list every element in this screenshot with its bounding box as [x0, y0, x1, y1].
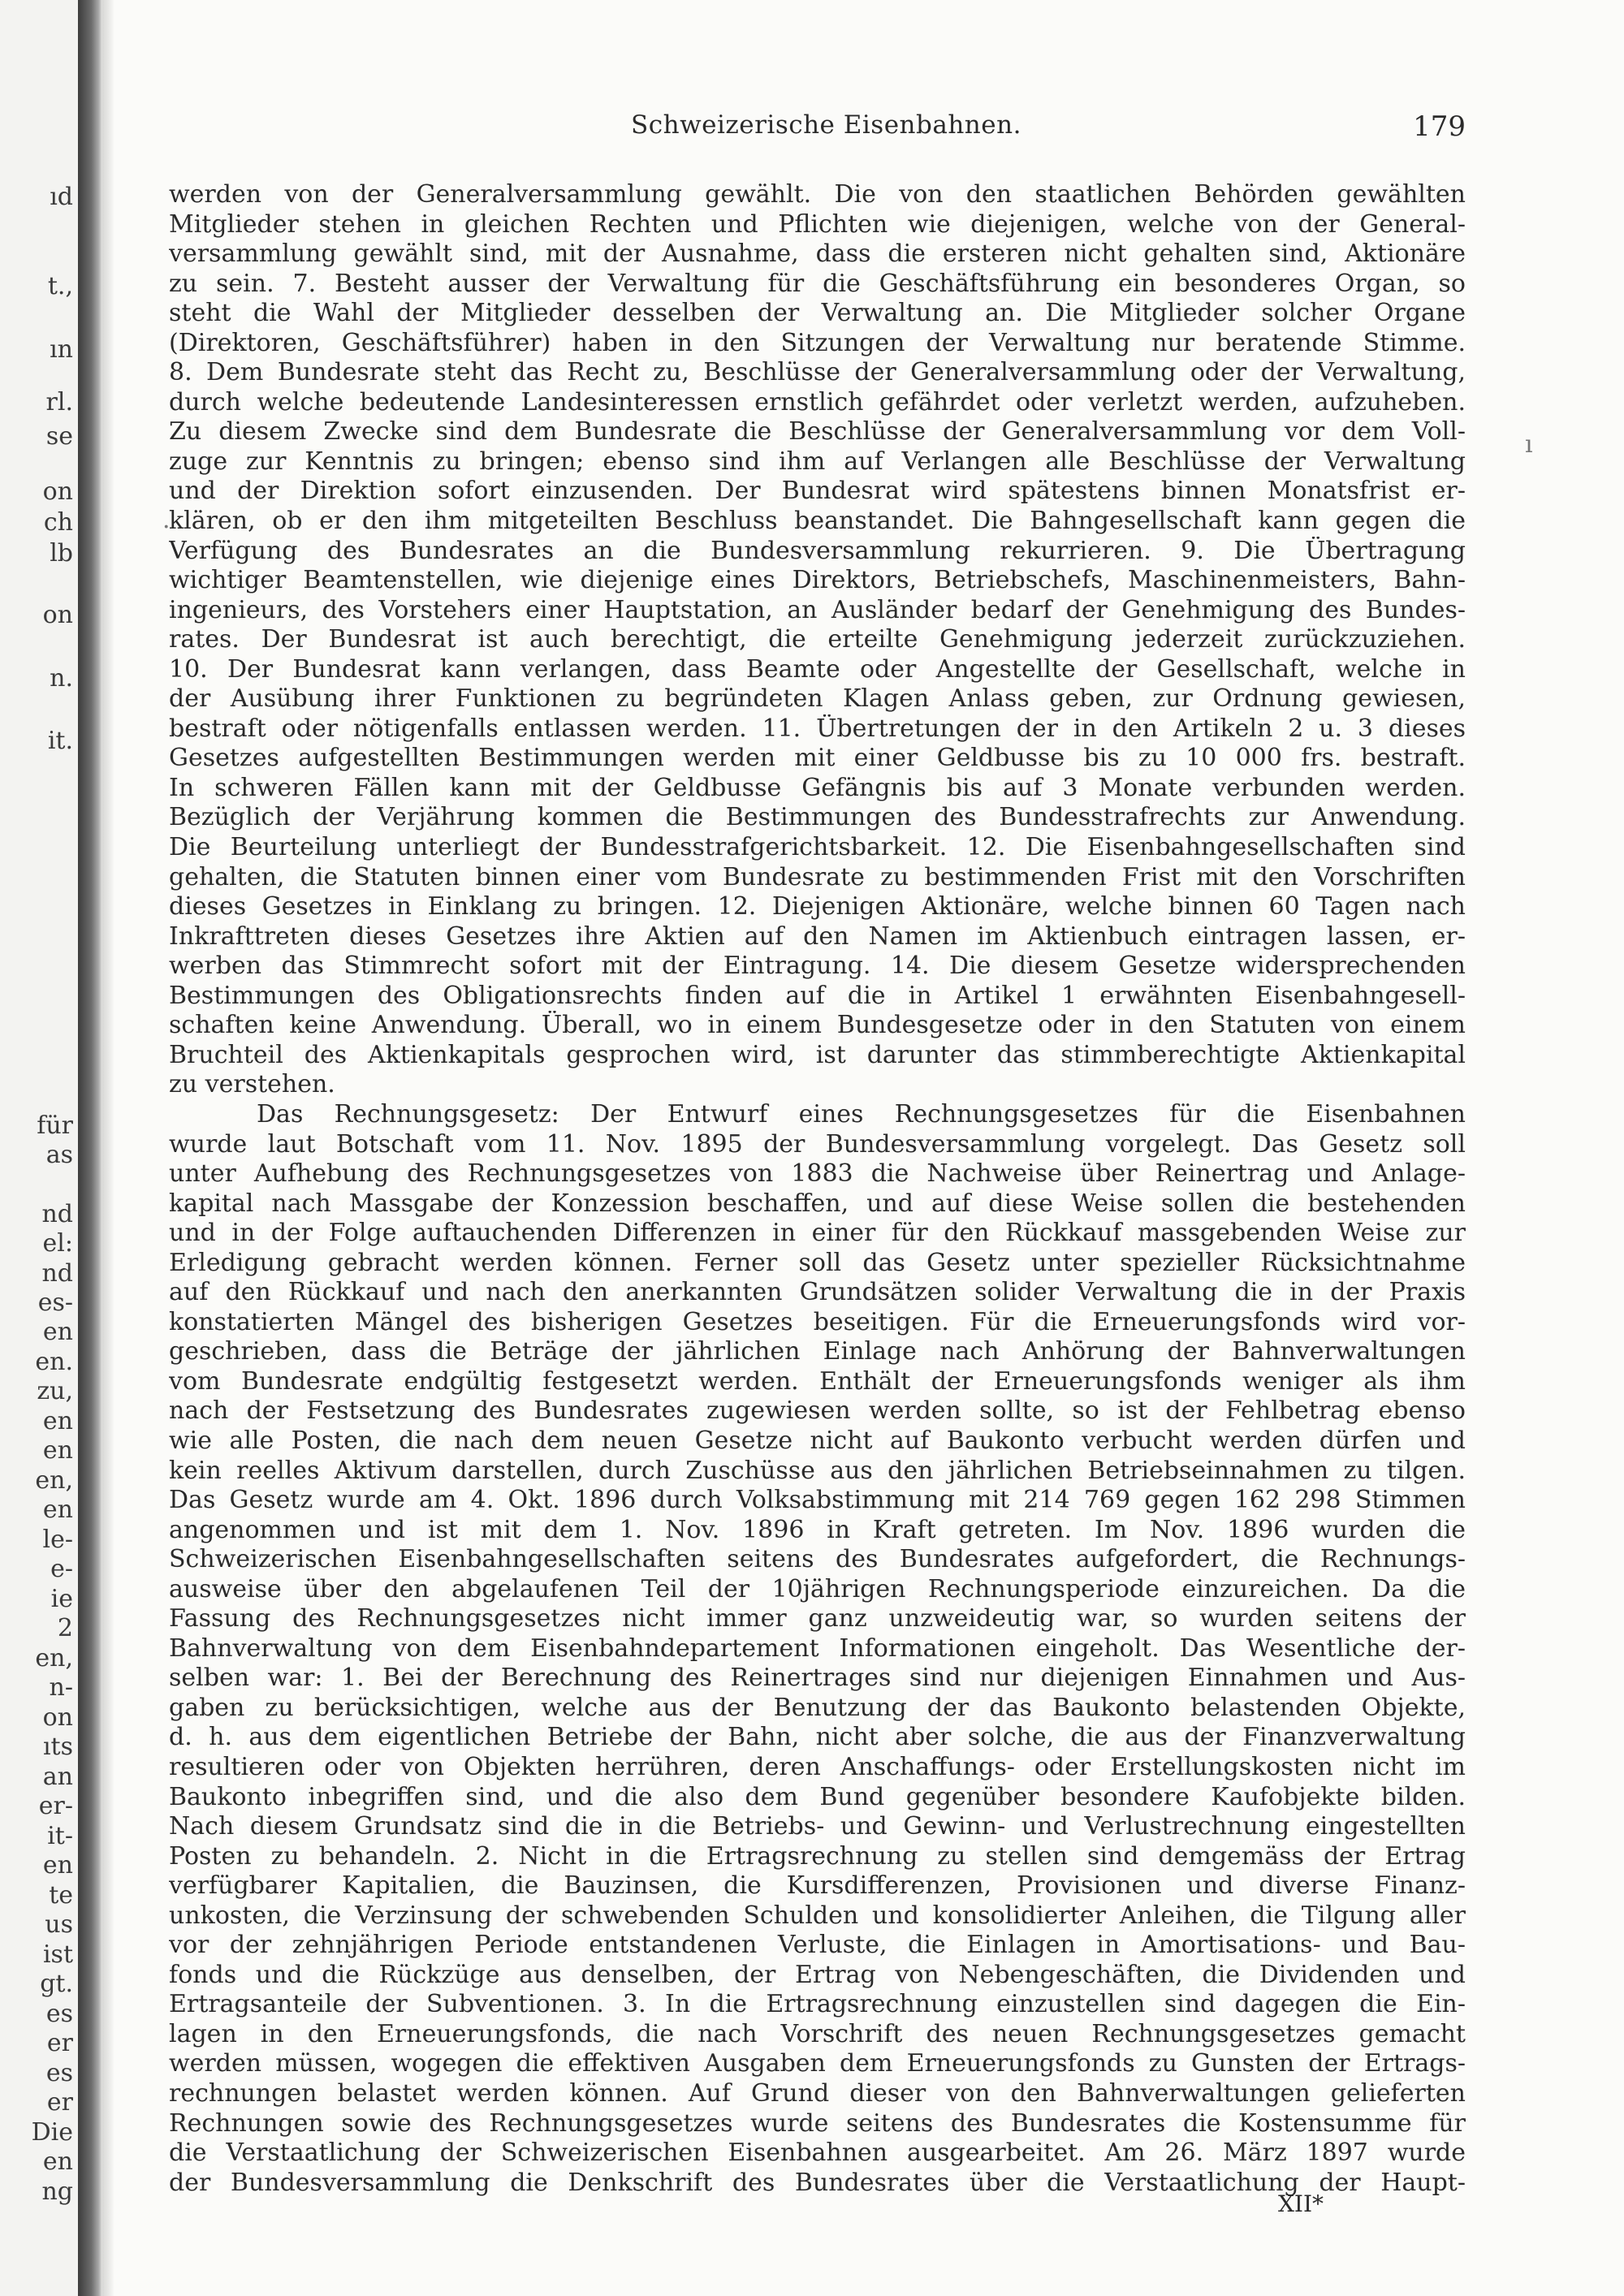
- left-fragment: ıts: [42, 1733, 73, 1761]
- text-line: und in der Folge auftauchenden Differenzen in einer für den Rückkauf massgebenden Weise zur: [169, 1219, 1466, 1248]
- text-line: 8. Dem Bundesrate steht das Recht zu, Beschlüsse der Generalversammlung oder der Verwaltung,: [169, 358, 1466, 387]
- text-line: d. h. aus dem eigentlichen Betriebe der Bahn, nicht aber solche, die aus der Finanzverwaltung: [169, 1723, 1466, 1752]
- left-fragment: ng: [41, 2177, 73, 2206]
- text-line: lagen in den Erneuerungsfonds, die nach Vorschrift des neuen Rechnungsgesetzes gemacht: [169, 2019, 1466, 2048]
- text-line: Bruchteil des Aktienkapitals gesprochen wird, ist darunter das stimmberechtigte Aktienkapital: [169, 1040, 1466, 1069]
- section-heading-line: Das Rechnungsgesetz: Der Entwurf eines Rechnungsgesetzes für die Eisenbahnen: [257, 1099, 1466, 1129]
- left-fragment: on: [42, 477, 73, 506]
- left-fragment: n-: [49, 1673, 73, 1702]
- left-fragment: ın: [50, 335, 73, 364]
- left-fragment: es: [45, 2059, 73, 2087]
- text-line: Fassung des Rechnungsgesetzes nicht immer ganz unzweideutig war, so wurden seitens der: [169, 1604, 1466, 1634]
- margin-dot: ·: [162, 513, 171, 542]
- text-line: werden müssen, wogegen die effektiven Ausgaben dem Erneuerungsfonds zu Gunsten der Ertrags-: [169, 2049, 1466, 2078]
- left-fragment: as: [45, 1141, 73, 1169]
- text-line: der Ausübung ihrer Funktionen zu begründeten Klagen Anlass geben, zur Ordnung gewiesen,: [169, 684, 1466, 714]
- text-line: zuge zur Kenntnis zu bringen; ebenso sind ihm auf Verlangen alle Beschlüsse der Verwaltung: [169, 447, 1466, 476]
- signature-mark: XII*: [1278, 2190, 1324, 2217]
- left-fragment: für: [37, 1111, 73, 1140]
- left-fragment: ie: [50, 1585, 73, 1613]
- left-fragment: en: [42, 1318, 73, 1346]
- text-line: Mitglieder stehen in gleichen Rechten und Pflichten wie diejenigen, welche von der General-: [169, 209, 1466, 239]
- text-line: Bahnverwaltung von dem Eisenbahndepartement Informationen eingeholt. Das Wesentliche der-: [169, 1634, 1466, 1663]
- left-fragment: 2: [57, 1614, 73, 1642]
- text-line: verfügbarer Kapitalien, die Bauzinsen, die Kursdifferenzen, Provisionen und diverse Finanz-: [169, 1871, 1466, 1901]
- left-fragment: rl.: [45, 388, 73, 416]
- text-line: der Bundesversammlung die Denkschrift des Bundesrates über die Verstaatlichung der Haupt-: [169, 2168, 1466, 2197]
- text-line: nach der Festsetzung des Bundesrates zugewiesen werden sollte, so ist der Fehlbetrag ebenso: [169, 1396, 1466, 1426]
- text-line: Die Beurteilung unterliegt der Bundesstrafgerichtsbarkeit. 12. Die Eisenbahngesellschaften sind: [169, 833, 1466, 862]
- left-fragment: nd: [41, 1200, 73, 1228]
- left-fragment: el:: [42, 1229, 73, 1258]
- text-line: Schweizerischen Eisenbahngesellschaften seitens des Bundesrates aufgefordert, die Rechnungs-: [169, 1545, 1466, 1574]
- left-fragment: en: [42, 1495, 73, 1524]
- left-fragment: en: [42, 1407, 73, 1435]
- text-line: bestraft oder nötigenfalls entlassen werden. 11. Übertretungen der in den Artikeln 2 u. 3 dieses: [169, 714, 1466, 743]
- text-line: Bestimmungen des Obligationsrechts finden auf die in Artikel 1 erwähnten Eisenbahngesell-: [169, 981, 1466, 1010]
- left-fragment: e-: [50, 1555, 73, 1583]
- left-fragment: ıd: [50, 183, 73, 211]
- text-line: Gesetzes aufgestellten Bestimmungen werden mit einer Geldbusse bis zu 10 000 frs. bestraft.: [169, 744, 1466, 773]
- left-fragment: zu,: [37, 1377, 73, 1405]
- text-line: Inkrafttreten dieses Gesetzes ihre Aktien auf den Namen im Aktienbuch eintragen lassen, er-: [169, 921, 1466, 951]
- text-line: werben das Stimmrecht sofort mit der Eintragung. 14. Die diesem Gesetze widersprechenden: [169, 952, 1466, 981]
- left-fragment: it-: [47, 1822, 73, 1850]
- left-fragment: us: [45, 1910, 73, 1939]
- left-fragment: es-: [37, 1288, 73, 1317]
- running-head: [187, 110, 1466, 146]
- text-line: geschrieben, dass die Beträge der jährlichen Einlage nach Anhörung der Bahnverwaltungen: [169, 1337, 1466, 1366]
- text-line: schaften keine Anwendung. Überall, wo in einem Bundesgesetze oder in den Statuten von einem: [169, 1011, 1466, 1040]
- text-line: Ertragsanteile der Subventionen. 3. In die Ertragsrechnung einzustellen sind dagegen die Ein-: [169, 1990, 1466, 2019]
- left-fragment: on: [42, 1703, 73, 1732]
- text-line: rechnungen belastet werden können. Auf Grund dieser von den Bahnverwaltungen gelieferten: [169, 2079, 1466, 2108]
- text-line: Rechnungen sowie des Rechnungsgesetzes wurde seitens des Bundesrates die Kostensumme für: [169, 2108, 1466, 2138]
- text-line: Zu diesem Zwecke sind dem Bundesrate die Beschlüsse der Generalversammlung vor dem Voll-: [169, 417, 1466, 447]
- left-fragment: n.: [50, 664, 73, 693]
- margin-mark: ı: [1525, 430, 1533, 459]
- text-line: unter Aufhebung des Rechnungsgesetzes von 1883 die Nachweise über Reinertrag und Anlage-: [169, 1159, 1466, 1189]
- text-line: durch welche bedeutende Landesinteressen ernstlich gefährdet oder verletzt werden, aufzuheben.: [169, 387, 1466, 416]
- text-line: werden von der Generalversammlung gewählt. Die von den staatlichen Behörden gewählten: [169, 180, 1466, 209]
- left-fragment: gt.: [40, 1970, 73, 1998]
- text-line: steht die Wahl der Mitglieder desselben der Verwaltung an. Die Mitglieder solcher Organe: [169, 299, 1466, 328]
- left-fragment: en: [42, 2147, 73, 2176]
- text-line: selben war: 1. Bei der Berechnung des Reinertrages sind nur diejenigen Einnahmen und Aus-: [169, 1664, 1466, 1693]
- left-fragment: er-: [38, 1792, 73, 1820]
- left-fragment: es: [45, 2000, 73, 2028]
- text-line: vom Bundesrate endgültig festgesetzt werden. Enthält der Erneuerungsfonds weniger als ihm: [169, 1366, 1466, 1396]
- text-line: vor der zehnjährigen Periode entstandenen Verluste, die Einlagen in Amortisations- und Bau-: [169, 1931, 1466, 1960]
- text-line: gehalten, die Statuten binnen einer vom Bundesrate zu bestimmenden Frist mit den Vorschriften: [169, 862, 1466, 891]
- text-line: Erledigung gebracht werden können. Ferner soll das Gesetz unter spezieller Rücksichtnahme: [169, 1248, 1466, 1277]
- book-gutter: [78, 0, 102, 2296]
- text-line: angenommen und ist mit dem 1. Nov. 1896 in Kraft getreten. Im Nov. 1896 wurden die: [169, 1515, 1466, 1544]
- text-line: konstatierten Mängel des bisherigen Gesetzes beseitigen. Für die Erneuerungsfonds wird vor-: [169, 1307, 1466, 1336]
- text-line: zu sein. 7. Besteht ausser der Verwaltung für die Geschäftsführung ein besonderes Organ, so: [169, 269, 1466, 298]
- left-fragment: er: [46, 2029, 73, 2057]
- text-line: und der Direktion sofort einzusenden. Der Bundesrat wird spätestens binnen Monatsfrist er-: [169, 477, 1466, 506]
- page-title: Schweizerische Eisenbahnen.: [631, 110, 1021, 140]
- text-line: kapital nach Massgabe der Konzession beschaffen, und auf diese Weise sollen die bestehenden: [169, 1189, 1466, 1218]
- text-line: Baukonto inbegriffen sind, und die also dem Bund gegenüber besondere Kaufobjekte bilden.: [169, 1782, 1466, 1811]
- text-line: ingenieurs, des Vorstehers einer Hauptstation, an Ausländer bedarf der Genehmigung des Bundes-: [169, 595, 1466, 624]
- left-fragment: nd: [41, 1259, 73, 1288]
- text-line: Verfügung des Bundesrates an die Bundesversammlung rekurrieren. 9. Die Übertragung: [169, 536, 1466, 565]
- left-fragment: en: [42, 1851, 73, 1880]
- text-line: (Direktoren, Geschäftsführer) haben in den Sitzungen der Verwaltung nur beratende Stimme.: [169, 328, 1466, 357]
- left-fragment: ch: [43, 508, 73, 537]
- left-fragment: on: [42, 601, 73, 629]
- text-line: kein reelles Aktivum darstellen, durch Zuschüsse aus den jährlichen Betriebseinnahmen zu tilgen.: [169, 1456, 1466, 1485]
- text-line: wurde laut Botschaft vom 11. Nov. 1895 der Bundesversammlung vorgelegt. Das Gesetz soll: [169, 1129, 1466, 1159]
- left-fragment: en,: [35, 1466, 73, 1495]
- body-text: [169, 180, 1466, 2198]
- text-line: unkosten, die Verzinsung der schwebenden Schulden und konsolidierter Anleihen, die Tilgung aller: [169, 1901, 1466, 1930]
- text-line: auf den Rückkauf und nach den anerkannten Grundsätzen solider Verwaltung die in der Praxis: [169, 1278, 1466, 1307]
- left-fragment: er: [46, 2088, 73, 2117]
- text-line: klären, ob er den ihm mitgeteilten Beschluss beanstandet. Die Bahngesellschaft kann gegen die: [169, 507, 1466, 536]
- text-line: Das Gesetz wurde am 4. Okt. 1896 durch Volksabstimmung mit 214 769 gegen 162 298 Stimmen: [169, 1486, 1466, 1515]
- text-line: versammlung gewählt sind, mit der Ausnahme, dass die ersteren nicht gehalten sind, Aktionäre: [169, 240, 1466, 269]
- page-number: 179: [1413, 110, 1466, 143]
- left-fragment: en.: [35, 1348, 73, 1376]
- text-line: ausweise über den abgelaufenen Teil der 10jährigen Rechnungsperiode einzureichen. Da die: [169, 1574, 1466, 1603]
- text-line: In schweren Fällen kann mit der Geldbusse Gefängnis bis auf 3 Monate verbunden werden.: [169, 773, 1466, 802]
- left-fragment: lb: [50, 539, 73, 568]
- left-fragment: le-: [42, 1526, 73, 1554]
- left-fragment: t.,: [47, 272, 73, 300]
- text-line: wie alle Posten, die nach dem neuen Gesetze nicht auf Baukonto verbucht werden dürfen und: [169, 1426, 1466, 1455]
- text-line: Posten zu behandeln. 2. Nicht in die Ertragsrechnung zu stellen sind demgemäss der Ertrag: [169, 1841, 1466, 1871]
- text-line: rates. Der Bundesrat ist auch berechtigt, die erteilte Genehmigung jederzeit zurückzuziehen.: [169, 625, 1466, 654]
- left-fragment: en,: [35, 1644, 73, 1672]
- text-line: dieses Gesetzes in Einklang zu bringen. 12. Diejenigen Aktionäre, welche binnen 60 Tagen nach: [169, 892, 1466, 921]
- left-fragment: it.: [47, 727, 73, 755]
- left-fragment: en: [42, 1436, 73, 1465]
- text-line: 10. Der Bundesrat kann verlangen, dass Beamte oder Angestellte der Gesellschaft, welche in: [169, 654, 1466, 684]
- left-fragment: Die: [31, 2118, 73, 2147]
- left-fragment: ist: [42, 1940, 73, 1969]
- left-fragment: se: [45, 422, 73, 451]
- text-line: gaben zu berücksichtigen, welche aus der Benutzung der das Baukonto belastenden Objekte,: [169, 1693, 1466, 1722]
- text-line: Nach diesem Grundsatz sind die in die Betriebs- und Gewinn- und Verlustrechnung eingestellten: [169, 1812, 1466, 1841]
- text-line: wichtiger Beamtenstellen, wie diejenige eines Direktors, Betriebschefs, Maschinenmeisters, Bahn-: [169, 566, 1466, 595]
- text-line: fonds und die Rückzüge aus denselben, der Ertrag von Nebengeschäften, die Dividenden und: [169, 1960, 1466, 1989]
- left-fragment: an: [42, 1763, 73, 1791]
- text-line: resultieren oder von Objekten herrühren, deren Anschaffungs- oder Erstellungskosten nicht im: [169, 1752, 1466, 1781]
- text-line: Bezüglich der Verjährung kommen die Bestimmungen des Bundesstrafrechts zur Anwendung.: [169, 803, 1466, 832]
- text-line: zu verstehen.: [169, 1070, 335, 1099]
- gutter-shadow: [102, 0, 114, 2296]
- text-line: die Verstaatlichung der Schweizerischen Eisenbahnen ausgearbeitet. Am 26. März 1897 wurde: [169, 2138, 1466, 2168]
- left-fragment: te: [49, 1881, 73, 1910]
